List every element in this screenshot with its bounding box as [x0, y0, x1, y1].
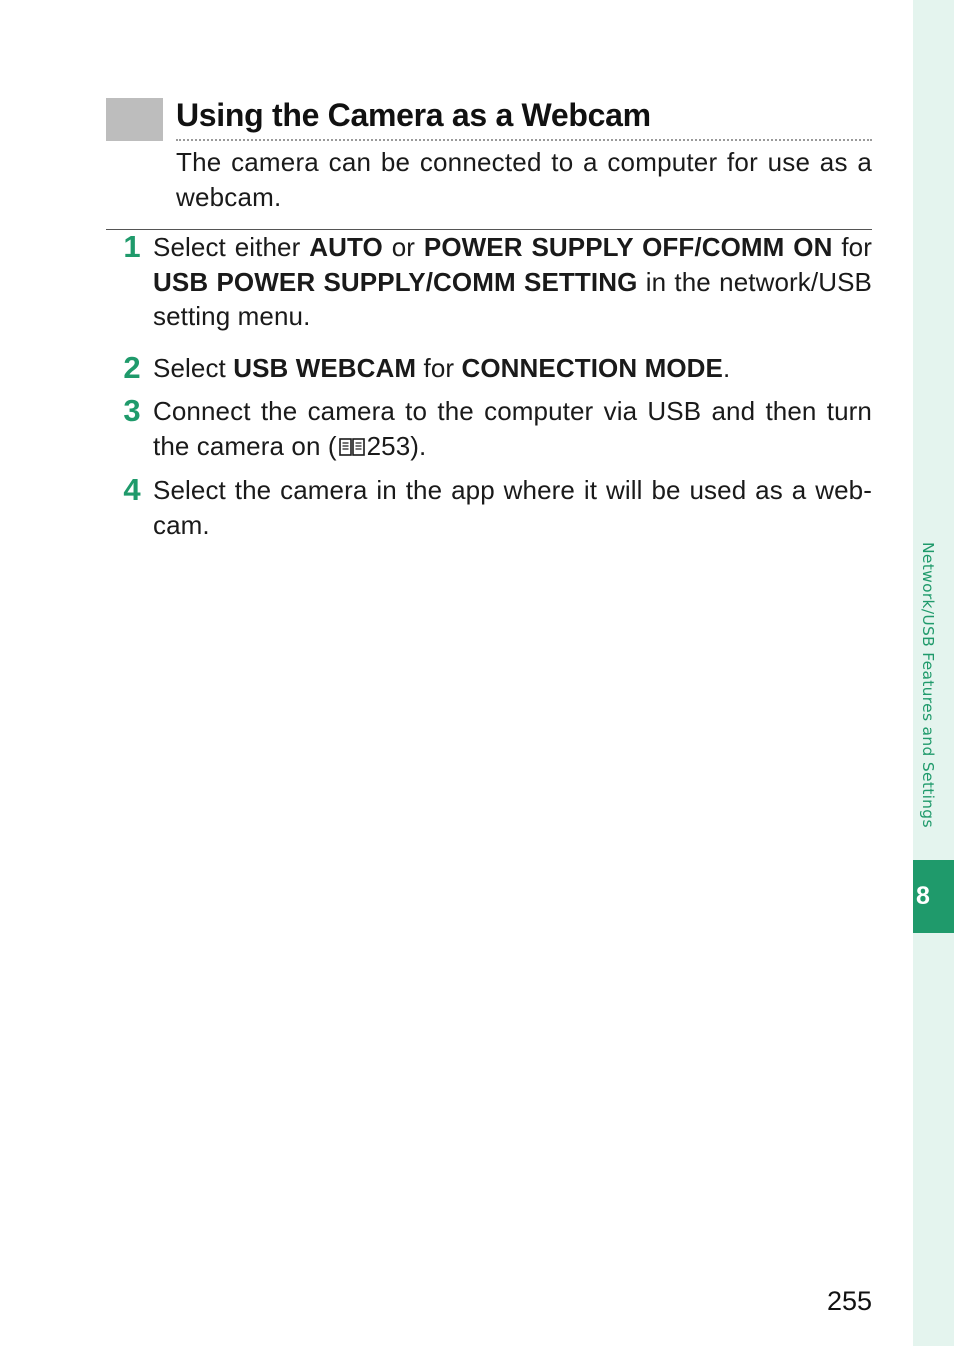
- title-rule: [176, 139, 872, 141]
- chapter-number: 8: [916, 882, 930, 910]
- step-number: 2: [123, 350, 141, 385]
- step-text: Select the camera in the app where it will be used as a web-cam.: [153, 475, 872, 540]
- section-marker: [106, 98, 163, 141]
- menu-option: POWER SUPPLY OFF/COMM ON: [423, 232, 833, 262]
- step-number: 1: [123, 229, 141, 264]
- page-reference[interactable]: 253: [366, 430, 411, 461]
- menu-item: CONNECTION MODE: [461, 353, 723, 383]
- menu-option: USB WEBCAM: [233, 353, 417, 383]
- chapter-tab: [913, 860, 954, 933]
- step-number: 4: [123, 472, 141, 507]
- step-text: Select either AUTO or POWER SUPPLY OFF/COMM ON for USB POWER SUPPLY/COMM SETTING in the network/USB setting menu.: [153, 232, 872, 331]
- menu-option: AUTO: [309, 232, 383, 262]
- intro-paragraph: The camera can be connected to a computer for use as a webcam.: [176, 147, 872, 212]
- step-number: 3: [123, 393, 141, 428]
- chapter-label: Network/USB Features and Settings: [919, 541, 937, 828]
- page-number: 255: [826, 1286, 872, 1316]
- book-icon: [339, 437, 365, 457]
- page-title: Using the Camera as a Webcam: [176, 97, 651, 133]
- step-text: Select USB WEBCAM for CONNECTION MODE.: [153, 353, 731, 383]
- step-text: Connect the camera to the computer via USB and then turn the camera on ( 253).: [153, 396, 872, 461]
- menu-item: USB POWER SUPPLY/COMM SETTING: [153, 266, 638, 297]
